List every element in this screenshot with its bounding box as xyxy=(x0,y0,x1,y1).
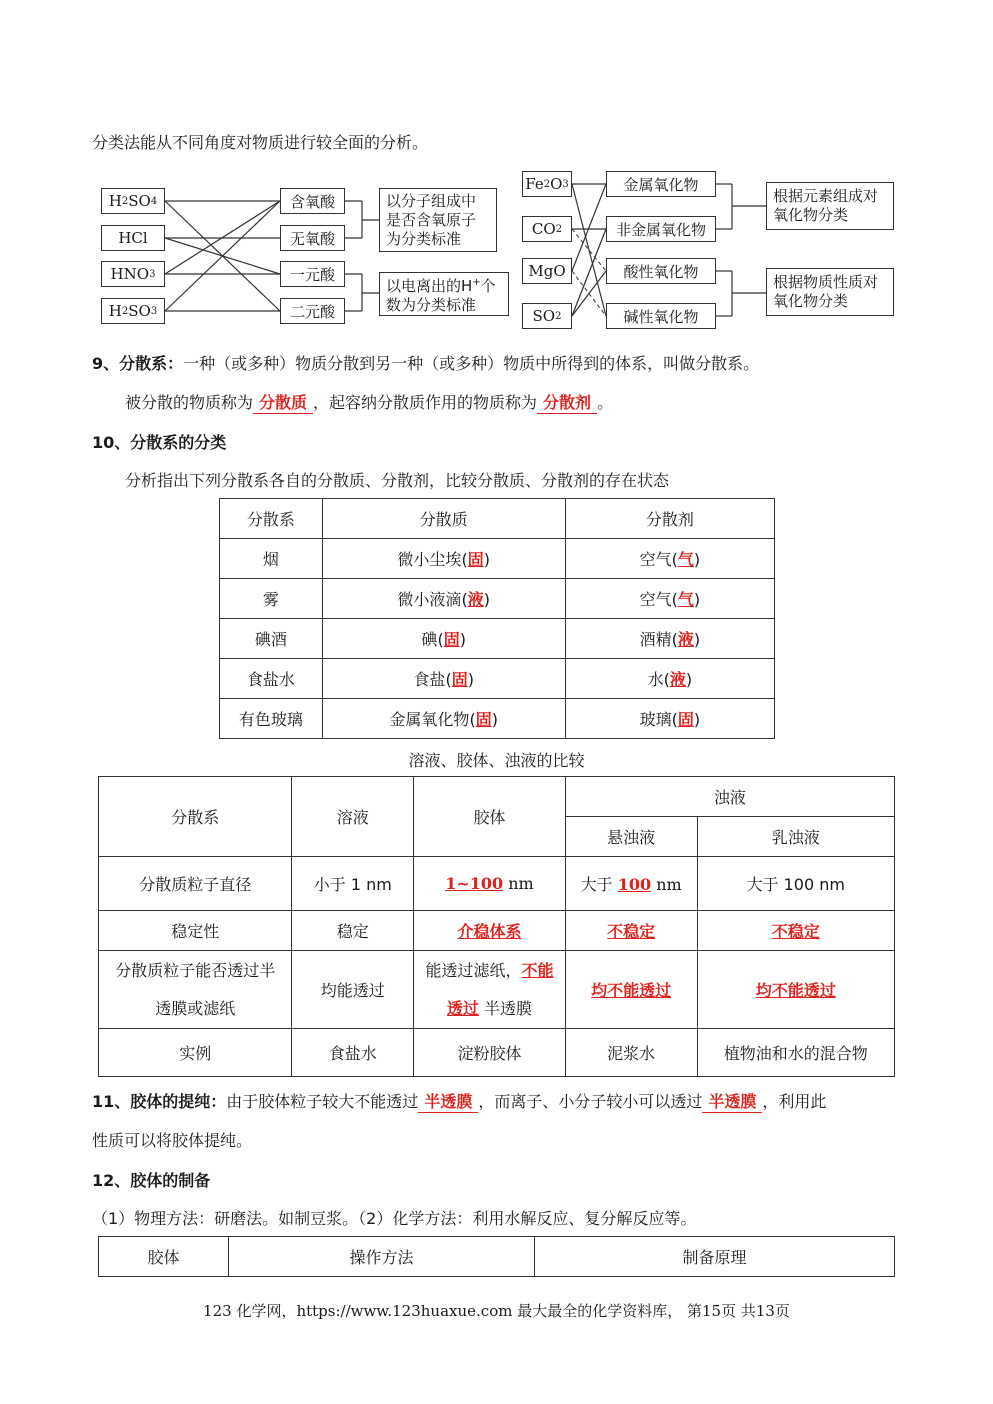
table-row xyxy=(220,659,775,699)
cell-emulsion: 均不能透过 xyxy=(697,951,894,1029)
section-12-heading: 12、胶体的制备 xyxy=(92,1171,211,1190)
acid-type-nonoxyacid: 无氧酸 xyxy=(280,225,345,251)
cell-emulsion: 不稳定 xyxy=(697,911,894,951)
cell-solute: 金属氧化物(固) xyxy=(322,699,565,739)
oxide-type-metal: 金属氧化物 xyxy=(606,171,716,197)
cell-colloid: 介稳体系 xyxy=(414,911,566,951)
row-label: 稳定性 xyxy=(99,911,292,951)
answer-membrane-2: 半透膜 xyxy=(702,1092,762,1113)
cell-solvent: 玻璃(固) xyxy=(565,699,774,739)
colloid-prep-table xyxy=(98,1236,895,1277)
table-row xyxy=(220,619,775,659)
table-row xyxy=(220,539,775,579)
oxide-fe2o3-box: Fe 2 O 3 xyxy=(522,171,572,197)
answer-solute: 分散质 xyxy=(253,393,313,414)
acid-type-dibasic: 二元酸 xyxy=(280,298,345,324)
cell-solvent: 酒精(液) xyxy=(565,619,774,659)
cell-solution: 食盐水 xyxy=(292,1029,414,1077)
cell-system: 雾 xyxy=(220,579,323,619)
table-header: 胶体 xyxy=(414,777,566,857)
cell-solute: 碘(固) xyxy=(322,619,565,659)
section-9-line2: 被分散的物质称为 分散质 ，起容纳分散质作用的物质称为 分散剂 。 xyxy=(125,393,614,412)
cell-solute: 微小液滴(液) xyxy=(322,579,565,619)
acid-note-oxygen: 以分子组成中是否含氧原子为分类标准 xyxy=(379,188,497,252)
table-header: 操作方法 xyxy=(229,1237,535,1277)
section-10-heading: 10、分散系的分类 xyxy=(92,433,227,452)
cell-solution: 稳定 xyxy=(292,911,414,951)
cell-colloid: 淀粉胶体 xyxy=(414,1029,566,1077)
cell-solvent: 水(液) xyxy=(565,659,774,699)
acid-h2so4-box: H 2 SO 4 xyxy=(101,188,165,214)
cell-system: 有色玻璃 xyxy=(220,699,323,739)
table-header: 分散质 xyxy=(322,499,565,539)
cell-solvent: 空气(气) xyxy=(565,539,774,579)
oxide-type-basic: 碱性氧化物 xyxy=(606,303,716,329)
table-row xyxy=(99,951,895,1029)
oxide-mgo-box: MgO xyxy=(522,258,572,284)
oxide-co2-box: CO 2 xyxy=(522,216,572,242)
answer-solvent: 分散剂 xyxy=(537,393,597,414)
cell-system: 碘酒 xyxy=(220,619,323,659)
row-label: 分散质粒子能否透过半 透膜或滤纸 xyxy=(99,951,292,1029)
table-header: 分散系 xyxy=(220,499,323,539)
table-header: 分散系 xyxy=(99,777,292,857)
section-9-heading: 9、分散系：一种（或多种）物质分散到另一种（或多种）物质中所得到的体系，叫做分散系。 xyxy=(92,354,760,373)
cell-solution: 小于 1 nm xyxy=(292,857,414,911)
cell-colloid: 1~100 nm xyxy=(414,857,566,911)
comparison-table xyxy=(98,776,895,1077)
table-header-row xyxy=(220,499,775,539)
table-header: 制备原理 xyxy=(535,1237,895,1277)
cell-system: 食盐水 xyxy=(220,659,323,699)
table-row xyxy=(220,579,775,619)
table-header: 悬浊液 xyxy=(565,817,697,857)
oxide-type-nonmetal: 非金属氧化物 xyxy=(606,216,716,242)
intro-text: 分类法能从不同角度对物质进行较全面的分析。 xyxy=(92,133,429,152)
cell-suspension: 不稳定 xyxy=(565,911,697,951)
section-11-line2: 性质可以将胶体提纯。 xyxy=(92,1131,253,1150)
table-row xyxy=(220,699,775,739)
acid-type-monobasic: 一元酸 xyxy=(280,261,345,287)
page-footer: 123 化学网，https://www.123huaxue.com 最大最全的化学资料库， 第15页 共13页 xyxy=(203,1302,790,1320)
cell-emulsion: 大于 100 nm xyxy=(697,857,894,911)
oxide-note-property: 根据物质性质对氧化物分类 xyxy=(766,268,894,316)
cell-emulsion: 植物油和水的混合物 xyxy=(697,1029,894,1077)
table-header: 溶液 xyxy=(292,777,414,857)
table-row xyxy=(99,857,895,911)
table-header: 乳浊液 xyxy=(697,817,894,857)
cell-solution: 均能透过 xyxy=(292,951,414,1029)
cell-solute: 微小尘埃(固) xyxy=(322,539,565,579)
dispersion-table xyxy=(219,498,775,739)
cell-solute: 食盐(固) xyxy=(322,659,565,699)
cell-system: 烟 xyxy=(220,539,323,579)
cell-suspension: 泥浆水 xyxy=(565,1029,697,1077)
row-label: 分散质粒子直径 xyxy=(99,857,292,911)
cell-colloid: 能透过滤纸，不能 透过 半透膜 xyxy=(414,951,566,1029)
cell-suspension: 均不能透过 xyxy=(565,951,697,1029)
table-row xyxy=(99,1029,895,1077)
acid-hcl-box: HCl xyxy=(101,225,165,251)
table-header: 胶体 xyxy=(99,1237,229,1277)
table-row xyxy=(99,911,895,951)
section-10-text: 分析指出下列分散系各自的分散质、分散剂，比较分散质、分散剂的存在状态 xyxy=(125,471,670,490)
table-header: 浊液 xyxy=(565,777,894,817)
cell-solvent: 空气(气) xyxy=(565,579,774,619)
table-header: 分散剂 xyxy=(565,499,774,539)
comparison-caption: 溶液、胶体、浊液的比较 xyxy=(408,751,585,770)
acid-note-hydrogen: 以电离出的H+个数为分类标准 xyxy=(379,272,509,316)
acid-h2so3-box: H 2 SO 3 xyxy=(101,298,165,324)
section-11-heading: 11、胶体的提纯：由于胶体粒子较大不能透过 半透膜 ，而离子、小分子较小可以透过 半透膜 ，利用此 xyxy=(92,1092,827,1111)
cell-suspension: 大于 100 nm xyxy=(565,857,697,911)
oxide-type-acidic: 酸性氧化物 xyxy=(606,258,716,284)
oxide-note-composition: 根据元素组成对氧化物分类 xyxy=(766,182,894,230)
acid-type-oxyacid: 含氧酸 xyxy=(280,188,345,214)
answer-membrane-1: 半透膜 xyxy=(418,1092,478,1113)
oxide-so2-box: SO 2 xyxy=(522,303,572,329)
table-header-row xyxy=(99,777,895,817)
section-12-text: （1）物理方法：研磨法。如制豆浆。（2）化学方法：利用水解反应、复分解反应等。 xyxy=(92,1209,697,1228)
table-header-row xyxy=(99,1237,895,1277)
row-label: 实例 xyxy=(99,1029,292,1077)
acid-hno3-box: HNO 3 xyxy=(101,261,165,287)
